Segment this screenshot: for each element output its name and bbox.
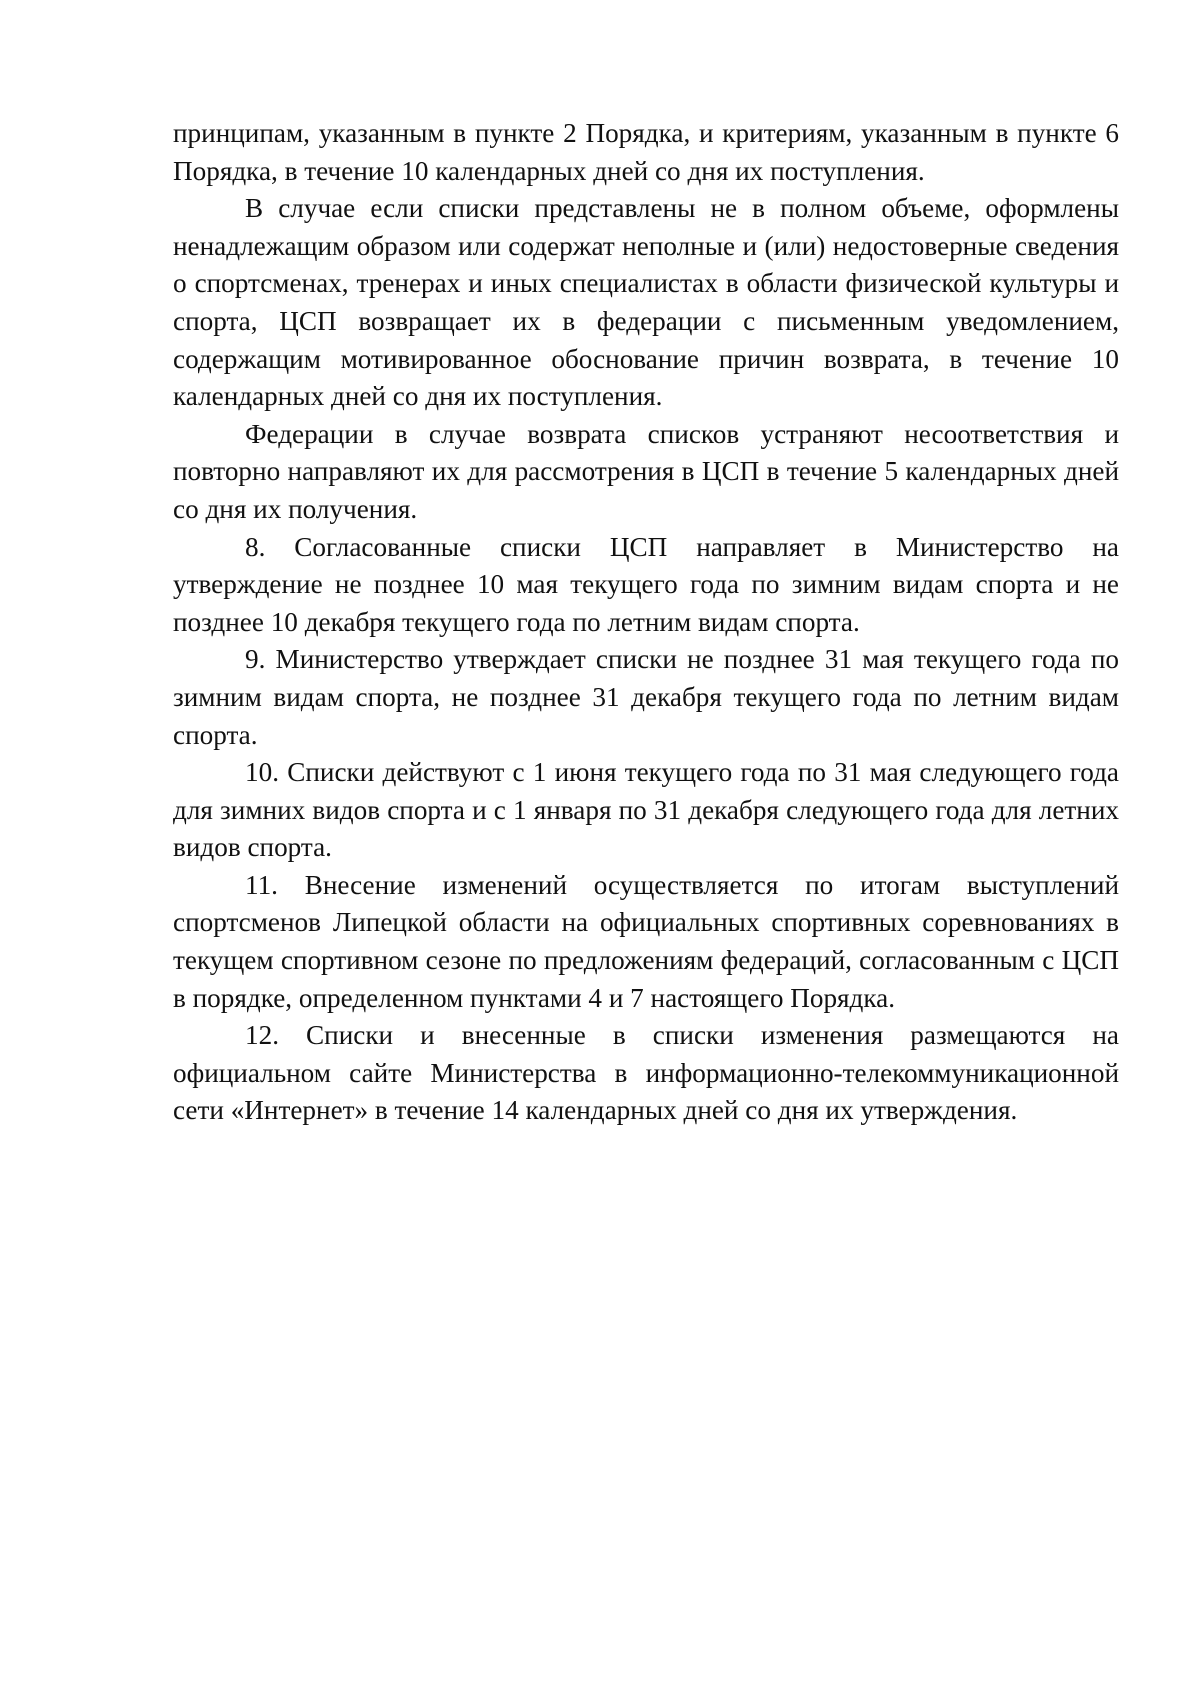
paragraph-return-conditions: В случае если списки представлены не в полном объеме, оформлены ненадлежащим образом или содержат неполные и (или) недостоверные сведения о спортсменах, тренерах и иных специалистах в области физической культуры и спорта, ЦСП возвращает их в федерации с письменным уведомлением, содержащим мотивированное обоснование причин возврата, в течение 10 календарных дней со дня их поступления. <box>173 193 1119 412</box>
paragraph-continuation: принципам, указанным в пункте 2 Порядка, и критериям, указанным в пункте 6 Порядка, в течение 10 календарных дней со дня их поступления. <box>173 118 1119 186</box>
document-body <box>173 115 1119 1130</box>
paragraph-item-12: 12. Списки и внесенные в списки изменения размещаются на официальном сайте Министерства в информационно-телекоммуникационной сети «Интернет» в течение 14 календарных дней со дня их утверждения. <box>173 1020 1119 1126</box>
paragraph-item-8: 8. Согласованные списки ЦСП направляет в Министерство на утверждение не позднее 10 мая текущего года по зимним видам спорта и не позднее 10 декабря текущего года по летним видам спорта. <box>173 531 1119 637</box>
paragraph-federation-resubmission: Федерации в случае возврата списков устраняют несоответствия и повторно направляют их для рассмотрения в ЦСП в течение 5 календарных дней со дня их получения. <box>173 418 1119 524</box>
paragraph-item-9: 9. Министерство утверждает списки не позднее 31 мая текущего года по зимним видам спорта, не позднее 31 декабря текущего года по летним видам спорта. <box>173 644 1119 750</box>
paragraph-item-11: 11. Внесение изменений осуществляется по итогам выступлений спортсменов Липецкой области на официальных спортивных соревнованиях в текущем спортивном сезоне по предложениям федераций, согласованным с ЦСП в порядке, определенном пунктами 4 и 7 настоящего Порядка. <box>173 869 1119 1013</box>
paragraph-item-10: 10. Списки действуют с 1 июня текущего года по 31 мая следующего года для зимних видов спорта и с 1 января по 31 декабря следующего года для летних видов спорта. <box>173 757 1119 863</box>
